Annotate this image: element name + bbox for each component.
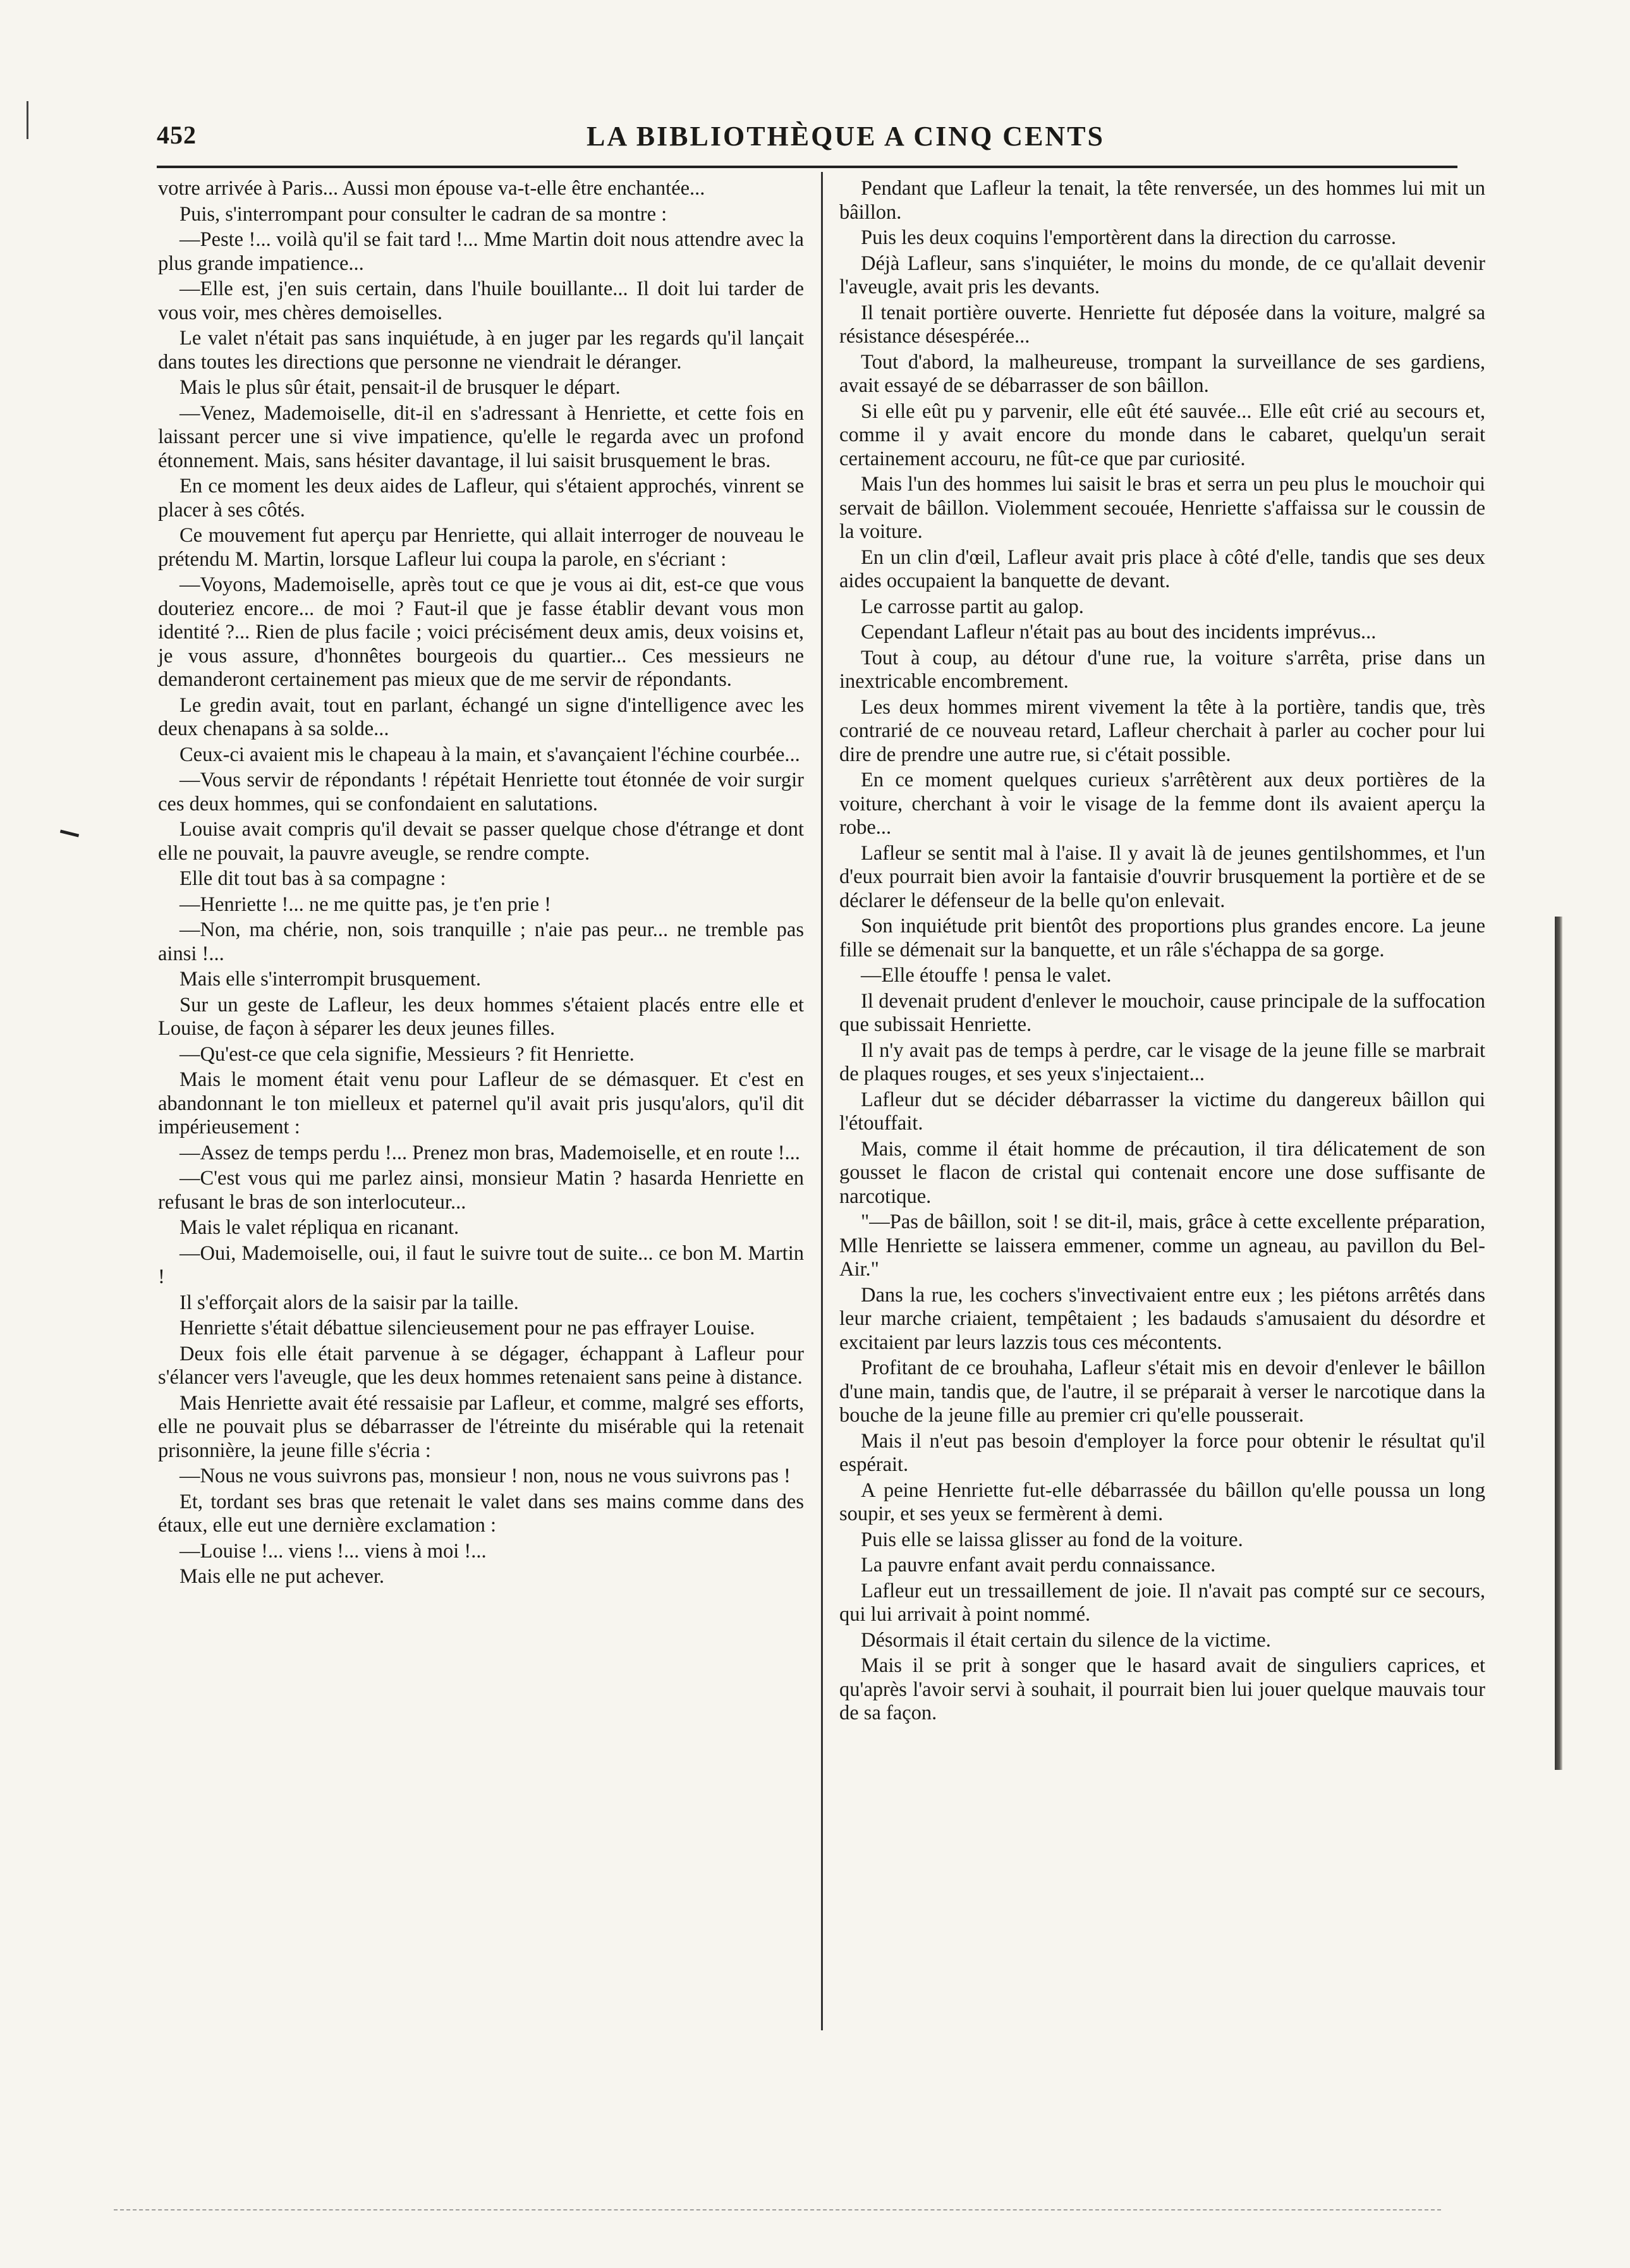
- paragraph: Tout d'abord, la malheureuse, trompant la surveillance de ses gardiens, avait essayé de se débarrasser de son bâillon.: [839, 350, 1485, 397]
- paragraph: —Vous servir de répondants ! répétait Henriette tout étonnée de voir surgir ces deux hommes, qui se confondaient en salutations.: [158, 769, 804, 815]
- paragraph: Le gredin avait, tout en parlant, échangé un signe d'intelligence avec les deux chenapans à sa solde...: [158, 693, 804, 740]
- paragraph: Il n'y avait pas de temps à perdre, car le visage de la jeune fille se marbrait de plaques rouges, et ses yeux s'injectaient...: [839, 1039, 1485, 1085]
- paragraph: Pendant que Lafleur la tenait, la tête renversée, un des hommes lui mit un bâillon.: [839, 177, 1485, 224]
- paragraph: En ce moment quelques curieux s'arrêtèrent aux deux portières de la voiture, cherchant à voir le visage de la femme dont ils avaient aperçu la robe...: [839, 769, 1485, 839]
- paragraph: "—Pas de bâillon, soit ! se dit-il, mais, grâce à cette excellente préparation, Mlle Henriette se laissera emmener, comme un agneau, au pavillon du Bel-Air.": [839, 1210, 1485, 1281]
- paragraph: Puis elle se laissa glisser au fond de la voiture.: [861, 1528, 1243, 1551]
- paragraph: Louise avait compris qu'il devait se passer quelque chose d'étrange et dont elle ne pouvait, la pauvre aveugle, se rendre compte.: [158, 818, 804, 865]
- paragraph: Ce mouvement fut aperçu par Henriette, qui allait interroger de nouveau le prétendu M. Martin, lorsque Lafleur lui coupa la parole, en s'écriant :: [158, 524, 804, 571]
- paragraph: —C'est vous qui me parlez ainsi, monsieur Matin ? hasarda Henriette en refusant le bras de son interlocuteur...: [158, 1167, 804, 1214]
- paragraph: Mais le plus sûr était, pensait-il de brusquer le départ.: [179, 376, 621, 399]
- paragraph: —Assez de temps perdu !... Prenez mon bras, Mademoiselle, et en route !...: [179, 1141, 800, 1164]
- paragraph: Mais le moment était venu pour Lafleur de se démasquer. Et c'est en abandonnant le ton mielleux et paternel qu'il avait pris jusqu'alors, qu'il dit impérieusement :: [158, 1068, 804, 1138]
- scan-noise: [114, 2209, 1441, 2210]
- paragraph: Lafleur dut se décider débarrasser la victime du dangereux bâillon qui l'étouffait.: [839, 1088, 1485, 1135]
- paragraph: Et, tordant ses bras que retenait le valet dans ses mains comme dans des étaux, elle eut une dernière exclamation :: [158, 1490, 804, 1537]
- paragraph: Il devenait prudent d'enlever le mouchoir, cause principale de la suffocation que subissait Henriette.: [839, 989, 1485, 1036]
- paragraph: Mais elle ne put achever.: [179, 1565, 384, 1588]
- paragraph: Mais l'un des hommes lui saisit le bras et serra un peu plus le mouchoir qui servait de bâillon. Violemment secouée, Henriette s'affaissa sur le coussin de la voiture.: [839, 473, 1485, 543]
- paragraph: En un clin d'œil, Lafleur avait pris place à côté d'elle, tandis que ses deux aides occupaient la banquette de devant.: [839, 546, 1485, 592]
- paragraph: —Elle étouffe ! pensa le valet.: [861, 964, 1112, 987]
- paragraph: Puis les deux coquins l'emportèrent dans la direction du carrosse.: [861, 226, 1397, 249]
- paragraph: —Elle est, j'en suis certain, dans l'huile bouillante... Il doit lui tarder de vous voir, mes chères demoiselles.: [158, 277, 804, 324]
- paragraph: Elle dit tout bas à sa compagne :: [179, 867, 446, 890]
- left-text-column: [158, 177, 804, 1591]
- paragraph: Dans la rue, les cochers s'invectivaient entre eux ; les piétons arrêtés dans leur marche criaient, tempêtaient ; les badauds s'amusaient du désordre et excitaient par leurs lazzis tous ces mécontents.: [839, 1283, 1485, 1354]
- column-divider: [821, 172, 823, 2030]
- paragraph: Mais Henriette avait été ressaisie par Lafleur, et comme, malgré ses efforts, elle ne pouvait plus se débarrasser de l'étreinte du misérable qui la retenait prisonnière, la jeune fille s'écria :: [158, 1391, 804, 1462]
- paragraph: votre arrivée à Paris... Aussi mon épouse va-t-elle être enchantée...: [158, 177, 705, 200]
- running-title: LA BIBLIOTHÈQUE A CINQ CENTS: [587, 121, 1105, 152]
- paragraph: Lafleur eut un tressaillement de joie. Il n'avait pas compté sur ce secours, qui lui arrivait à point nommé.: [839, 1579, 1485, 1626]
- paragraph: —Non, ma chérie, non, sois tranquille ; n'aie pas peur... ne tremble pas ainsi !...: [158, 918, 804, 965]
- paragraph: Les deux hommes mirent vivement la tête à la portière, tandis que, très contrarié de ce nouveau retard, Lafleur cherchait à parler au cocher pour lui dire de prendre une autre rue, si c'était possible.: [839, 695, 1485, 766]
- paragraph: —Nous ne vous suivrons pas, monsieur ! non, nous ne vous suivrons pas !: [179, 1465, 791, 1487]
- paragraph: Ceux-ci avaient mis le chapeau à la main, et s'avançaient l'échine courbée...: [179, 743, 800, 766]
- paragraph: Déjà Lafleur, sans s'inquiéter, le moins du monde, de ce qu'allait devenir l'aveugle, avait pris les devants.: [839, 252, 1485, 298]
- paragraph: —Oui, Mademoiselle, oui, il faut le suivre tout de suite... ce bon M. Martin !: [158, 1241, 804, 1288]
- paragraph: Mais il se prit à songer que le hasard avait de singuliers caprices, et qu'après l'avoir servi à souhait, il pourrait bien lui jouer quelque mauvais tour de sa façon.: [839, 1654, 1485, 1724]
- margin-mark: [27, 101, 28, 139]
- page-header: [157, 120, 1459, 162]
- paragraph: Mais, comme il était homme de précaution, il tira délicatement de son gousset le flacon de cristal qui contenait encore une dose suffisante de narcotique.: [839, 1137, 1485, 1208]
- paragraph: Il s'efforçait alors de la saisir par la taille.: [179, 1291, 519, 1314]
- paragraph: Le valet n'était pas sans inquiétude, à en juger par les regards qu'il lançait dans toutes les directions que personne ne viendrait le déranger.: [158, 327, 804, 374]
- paragraph: A peine Henriette fut-elle débarrassée du bâillon qu'elle poussa un long soupir, et ses yeux se fermèrent à demi.: [839, 1478, 1485, 1525]
- paragraph: Profitant de ce brouhaha, Lafleur s'était mis en devoir d'enlever le bâillon d'une main, tandis que, de l'autre, il se préparait à verser le narcotique dans la bouche de la jeune fille au premier cri qu'elle pousserait.: [839, 1357, 1485, 1427]
- paragraph: Désormais il était certain du silence de la victime.: [861, 1628, 1271, 1652]
- paragraph: —Henriette !... ne me quitte pas, je t'en prie !: [179, 893, 551, 916]
- paragraph: Si elle eût pu y parvenir, elle eût été sauvée... Elle eût crié au secours et, comme il y avait encore du monde dans le cabaret, quelqu'un serait certainement accouru, ne fût-ce que par curiosité.: [839, 399, 1485, 470]
- paragraph: Il tenait portière ouverte. Henriette fut déposée dans la voiture, malgré sa résistance désespérée...: [839, 301, 1485, 348]
- paragraph: En ce moment les deux aides de Lafleur, qui s'étaient approchés, vinrent se placer à ses côtés.: [158, 475, 804, 521]
- paragraph: Sur un geste de Lafleur, les deux hommes s'étaient placés entre elle et Louise, de façon à séparer les deux jeunes filles.: [158, 993, 804, 1040]
- margin-mark: [60, 829, 79, 837]
- paragraph: —Louise !... viens !... viens à moi !...: [179, 1539, 487, 1563]
- paragraph: —Voyons, Mademoiselle, après tout ce que je vous ai dit, est-ce que vous douteriez encore... de moi ? Faut-il que je fasse établir devant vous mon identité ?... Rien de plus facile ; voici précisément deux amis, deux voisins et, je vous assure, d'honnêtes bourgeois du quartier... Ces messieurs ne demanderont certainement pas mieux que de me servir de répondants.: [158, 573, 804, 691]
- paragraph: Le carrosse partit au galop.: [861, 595, 1084, 618]
- paragraph: Mais il n'eut pas besoin d'employer la force pour obtenir le résultat qu'il espérait.: [839, 1429, 1485, 1476]
- paragraph: Henriette s'était débattue silencieusement pour ne pas effrayer Louise.: [179, 1317, 755, 1339]
- page-number: 452: [157, 121, 197, 149]
- paragraph: Puis, s'interrompant pour consulter le cadran de sa montre :: [179, 202, 667, 226]
- paragraph: Tout à coup, au détour d'une rue, la voiture s'arrêta, prise dans un inextricable encombrement.: [839, 646, 1485, 693]
- paragraph: —Peste !... voilà qu'il se fait tard !... Mme Martin doit nous attendre avec la plus grande impatience...: [158, 228, 804, 275]
- paragraph: Mais le valet répliqua en ricanant.: [179, 1216, 459, 1239]
- right-text-column: [839, 177, 1485, 1728]
- paragraph: Deux fois elle était parvenue à se dégager, échappant à Lafleur pour s'élancer vers l'aveugle, que les deux hommes retenaient sans peine à distance.: [158, 1342, 804, 1389]
- paragraph: La pauvre enfant avait perdu connaissance.: [861, 1554, 1216, 1576]
- paragraph: Lafleur se sentit mal à l'aise. Il y avait là de jeunes gentilshommes, et l'un d'eux pourrait bien avoir la fantaisie d'ouvrir brusquement la portière et de se déclarer le défenseur de la belle qu'on enlevait.: [839, 841, 1485, 912]
- paragraph: —Venez, Mademoiselle, dit-il en s'adressant à Henriette, et cette fois en laissant percer une si vive impatience, qu'elle le regarda avec un profond étonnement. Mais, sans hésiter davantage, il lui saisit brusquement le bras.: [158, 401, 804, 472]
- paragraph: Mais elle s'interrompit brusquement.: [179, 968, 482, 991]
- paragraph: Cependant Lafleur n'était pas au bout des incidents imprévus...: [861, 621, 1377, 643]
- paragraph: —Qu'est-ce que cela signifie, Messieurs ? fit Henriette.: [179, 1042, 635, 1066]
- paragraph: Son inquiétude prit bientôt des proportions plus grandes encore. La jeune fille se démenait sur la banquette, et un râle s'échappa de sa gorge.: [839, 915, 1485, 961]
- page-edge-shadow: [1555, 917, 1562, 1770]
- header-rule: [157, 166, 1457, 168]
